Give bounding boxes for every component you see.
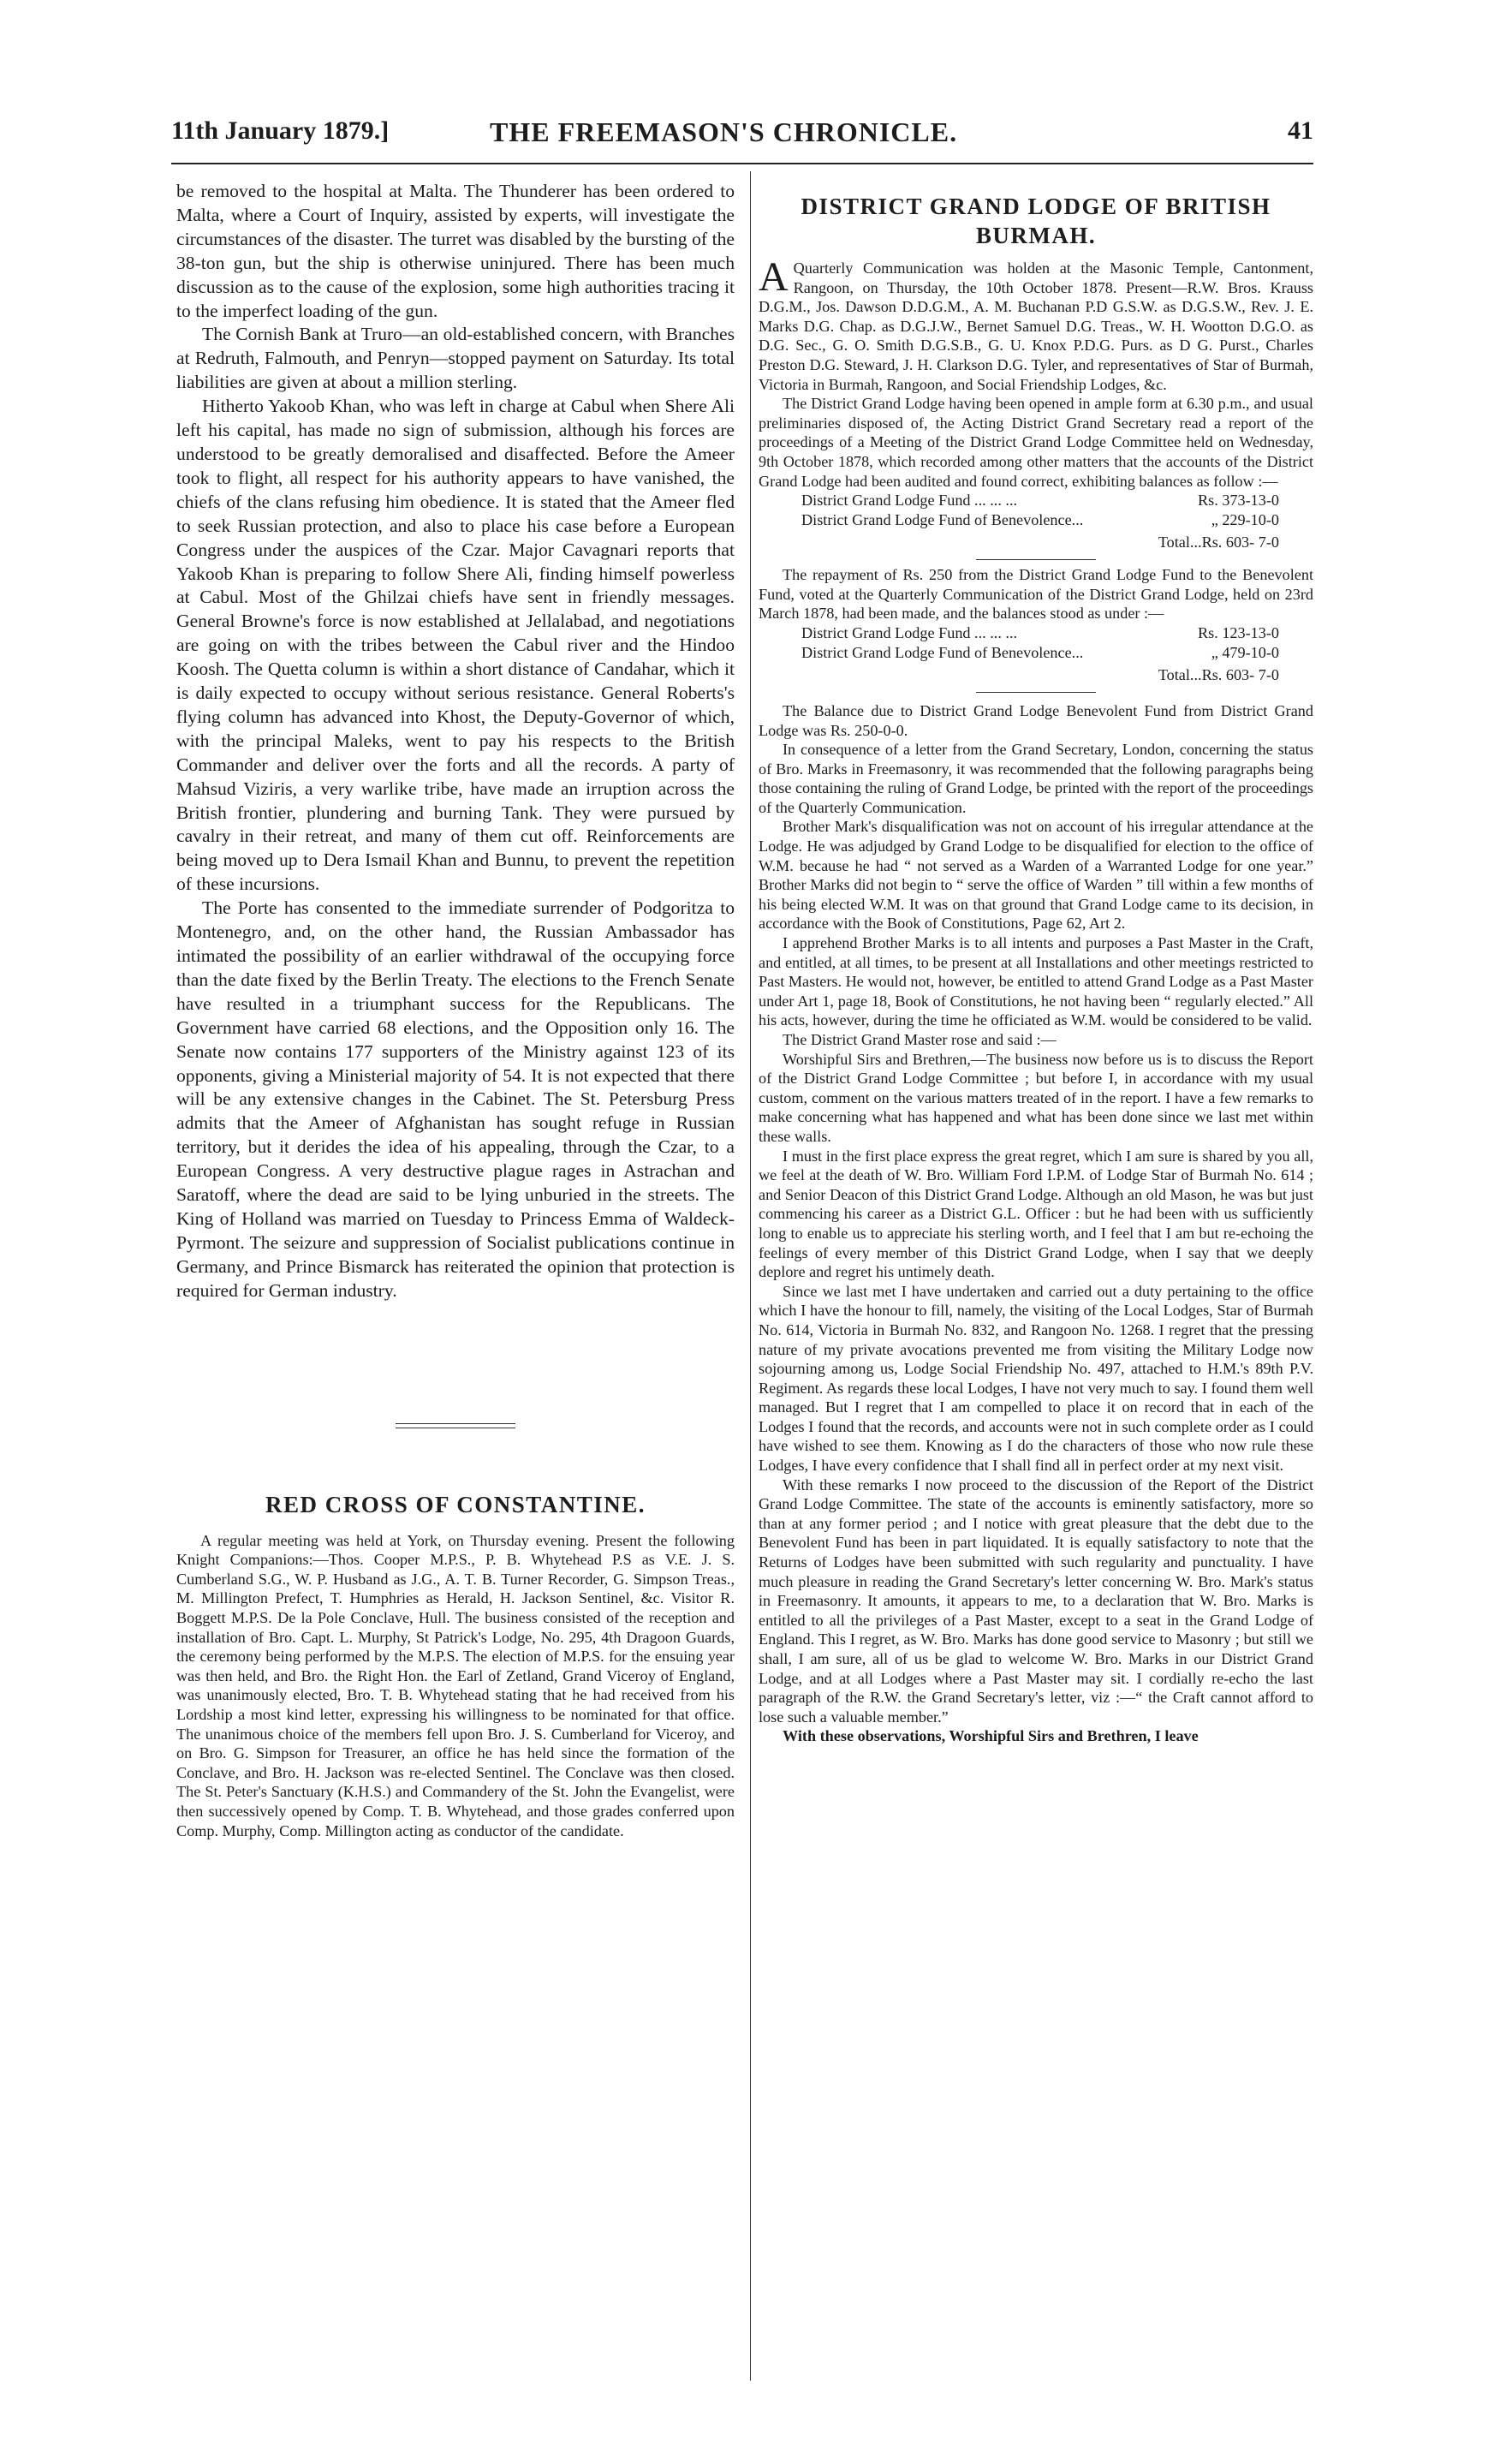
page-number: 41 — [1288, 116, 1313, 145]
report-paragraph: I apprehend Brother Marks is to all intents and purposes a Past Master in the Craft, and entitled, at all times, to be present at all Installations and other meetings restricted to Past Masters. He would not, however, be entitled to attend Grand Lodge as a Past Master under Art 1, page 18, Book of Constitutions, he not having been “ regularly elected.” All his acts, however, during the time he officiated as W.M. would be considered to be valid. — [759, 934, 1313, 1029]
report-paragraph: Brother Mark's disqualification was not on account of his irregular attendance at the Lodge. He was adjudged by Grand Lodge to be disqualified for election to the office of W.M. because he had “ not served as a Warden of a Warranted Lodge for one year.” Brother Marks did not begin to “ serve the office of Warden ” till within a few months of his being elected W.M. It was on that ground that Grand Lodge came to its decision, in accordance with the Book of Constitutions, Page 62, Art 2. — [759, 818, 1313, 933]
fund-amount: „ 229-10-0 — [1211, 511, 1279, 529]
intro-paragraph — [759, 254, 1313, 394]
section-title-line2: BURMAH. — [975, 223, 1097, 248]
section-title — [759, 192, 1313, 250]
report-paragraph: In consequence of a letter from the Grand Secretary, London, concerning the status of Bro. Marks in Freemasonry, it was recommended that the following paragraphs being those containing the ruling of Grand Lodge, be printed with the report of the proceedings of the Quarterly Communication. — [759, 741, 1314, 816]
total-line: Total...Rs. 603- 7-0 — [1158, 665, 1279, 683]
fund-label: District Grand Lodge Fund of Benevolence... — [801, 643, 1084, 661]
article-paragraph: The Cornish Bank at Truro—an old-established concern, with Branches at Redruth, Falmouth, and Penryn—stopped payment on Saturday. Its total liabilities are given at about a million sterling. — [176, 324, 735, 393]
header-rule — [171, 163, 1313, 164]
article-paragraph: Hitherto Yakoob Khan, who was left in charge at Cabul when Shere Ali left his capital, has made no sign of submission, although his forces are understood to be greatly demoralised and disaffected. Before the Ameer took to flight, all respect for his authority appears to have vanished, the chiefs of the clans refusing him obedience. It is stated that the Ameer fled to seek Russian protection, and also to place his case before a European Congress under the auspices of the Czar. Major Cavagnari reports that Yakoob Khan is preparing to follow Shere Ali, finding himself powerless at Cabul. Most of the Ghilzai chiefs have sent in friendly messages. General Browne's force is now established at Jellalabad, and negotiations are going on with the tribes between the Cabul river and the Hindoo Koosh. The Quetta column is within a short distance of Candahar, which it is daily expected to occupy without serious resistance. General Roberts's flying column has advanced into Khost, the Deputy-Governor of which, with the principal Maleks, went to pay his respects to the British Commander and deliver over the forts and all the records. A party of Mahsud Viziris, a very warlike tribe, have made an irruption across the British frontier, plundering and burning Tank. They were pursued by cavalry in their retreat, and many of them cut off. Reinforcements are being moved up to Dera Ismail Khan and Bunnu, to prevent the repetition of these incursions. — [176, 396, 735, 895]
red-cross-title: RED CROSS OF CONSTANTINE. — [265, 1491, 646, 1517]
closing-line: With these observations, Worshipful Sirs and Brethren, I leave — [783, 1727, 1199, 1745]
table-row — [759, 623, 1313, 643]
report-paragraph: The Balance due to District Grand Lodge Benevolent Fund from District Grand Lodge was Rs. 250-0-0. — [759, 701, 1313, 739]
column-divider — [750, 171, 751, 2381]
table-row — [759, 643, 1313, 663]
fund-amount: „ 479-10-0 — [1211, 643, 1279, 661]
fund-label: District Grand Lodge Fund ... ... ... — [801, 492, 1018, 510]
report-paragraph: The repayment of Rs. 250 from the District Grand Lodge Fund to the Benevolent Fund, voted at the Quarterly Communication of the District Grand Lodge, held on 23rd March 1878, had been made, and the balances stood as under :— — [759, 566, 1313, 623]
fund-label: District Grand Lodge Fund of Benevolence... — [801, 511, 1084, 529]
total-line: Total...Rs. 603- 7-0 — [1158, 534, 1279, 551]
report-paragraph: With these remarks I now proceed to the discussion of the Report of the District Grand Lodge Committee. The state of the accounts is eminently satisfactory, more so than at any former period ; and I notice with great pleasure that the debt due to the Benevolent Fund has been in part liquidated. It is equally satisfactory to note that the Returns of Lodges have been submitted with such regularity and punctuality. I have much pleasure in reading the Grand Secretary's letter concerning W. Bro. Mark's status in Freemasonry. It amounts, it appears to me, to a declaration that W. Bro. Marks is entitled to all the privileges of a Past Master, except to a seat in the Grand Lodge of England. This I regret, as W. Bro. Marks has done good service to Masonry ; but still we shall, I am sure, all of us be glad to welcome W. Bro. Marks in our District Grand Lodge, and at all Lodges where a Past Master may sit. I cordially re-echo the last paragraph of the R.W. the Grand Secretary's letter, viz :—“ the Craft cannot afford to lose such a valuable member.” — [759, 1475, 1313, 1726]
red-cross-body: A regular meeting was held at York, on Thursday evening. Present the following Knight Companions:—Thos. Cooper M.P.S., P. B. Whytehead P.S as V.E. J. S. Cumberland S.G., W. P. Husband as J.G., A. T. B. Turner Recorder, G. Simpson Treas., M. Millington Prefect, T. Humphries as Herald, H. Jackson Sentinel, &c. Visitor R. Boggett M.P.S. De la Pole Conclave, Hull. The business consisted of the reception and installation of Bro. Capt. L. Murphy, St Patrick's Lodge, No. 295, 4th Dragoon Guards, the ceremony being performed by the M.P.S. The election of M.P.S. for the ensuing year was then held, and Bro. the Right Hon. the Earl of Zetland, Grand Viceroy of England, was unanimously elected, Bro. T. B. Whytehead stating that he had received from his Lordship a most kind letter, expressing his willingness to be nominated for that office. The unanimous choice of the members fell upon Bro. J. S. Cumberland for Viceroy, and on Bro. G. Simpson for Treasurer, an office he has held since the formation of the Conclave, and Bro. H. Jackson was re-elected Sentinel. The Conclave was then closed. The St. Peter's Sanctuary (K.H.S.) and Commandery of the St. John the Evangelist, were then successively opened by Comp. T. B. Whytehead, and those grades conferred upon Comp. Murphy, Comp. Millington acting as conductor of the candidate. — [176, 1531, 735, 1839]
right-column — [759, 180, 1313, 1746]
table-row — [759, 491, 1313, 510]
balance-table-2 — [759, 623, 1313, 663]
table-row — [759, 510, 1313, 530]
drop-cap: A — [759, 254, 789, 300]
header-title: THE FREEMASON'S CHRONICLE. — [490, 116, 958, 147]
balance-table-1 — [759, 491, 1313, 530]
article-paragraph: The Porte has consented to the immediate surrender of Podgoritza to Montenegro, and, on the other hand, the Russian Ambassador has intimated the possibility of an earlier withdrawal of the occupying force than the date fixed by the Berlin Treaty. The elections to the French Senate have resulted in a triumphant success for the Republicans. The Government have carried 68 elections, and the Opposition only 16. The Senate now contains 177 supporters of the Ministry against 123 of its opponents, giving a Ministerial majority of 54. It is not expected that there will be any extensive changes in the Cabinet. The St. Petersburg Press admits that the Ameer of Afghanistan has sought refuge in Russian territory, but it derides the idea of his appealing, through the Czar, to a European Congress. A very destructive plague rages in Astrachan and Saratoff, where the dead are said to be lying unburied in the streets. The King of Holland was married on Tuesday to Princess Emma of Waldeck-Pyrmont. The seizure and suppression of Socialist publications continue in Germany, and Prince Bismarck has reiterated the opinion that protection is required for German industry. — [176, 897, 735, 1301]
report-paragraph: I must in the first place express the great regret, which I am sure is shared by you all, we feel at the death of W. Bro. William Ford I.P.M. of Lodge Star of Burmah No. 614 ; and Senior Deacon of this District Grand Lodge. Although an old Mason, he was but just commencing his career as a District G.L. Officer : but he had been with us sufficiently long to enable us to appreciate his sterling worth, and I feel that I am but re-echoing the feelings of every member of this District Grand Lodge, when I say that we deeply deplore and regret his untimely death. — [759, 1147, 1313, 1281]
report-paragraph: Since we last met I have undertaken and carried out a duty pertaining to the office which I have the honour to fill, namely, the visiting of the Local Lodges, Star of Burmah No. 614, Victoria in Burmah No. 832, and Rangoon No. 1268. I regret that the pressing nature of my private avocations prevented me from visiting the Military Lodge now sojourning among us, Lodge Social Friendship No. 497, attached to H.M.'s 89th P.V. Regiment. As regards these local Lodges, I have not very much to say. I found them well managed. But I regret that I am compelled to place it on record that in each of the Lodges I found that the records, and accounts were not in such complete order as I could have wished to see them. Knowing as I do the characters of those who now rule these Lodges, I have every confidence that I shall find all in perfect order at my next visit. — [759, 1282, 1313, 1475]
article-paragraph: be removed to the hospital at Malta. The Thunderer has been ordered to Malta, where a Court of Inquiry, assisted by experts, will investigate the circumstances of the disaster. The turret was disabled by the bursting of the 38-ton gun, but the ship is otherwise uninjured. There has been much discussion as to the cause of the explosion, some high authorities tracing it to the imperfect loading of the gun. — [176, 181, 735, 321]
header-date: 11th January 1879.] — [171, 116, 390, 145]
report-paragraph: Worshipful Sirs and Brethren,—The business now before us is to discuss the Report of the District Grand Lodge Committee ; but before I, in accordance with my usual custom, comment on the various matters treated of in the report. I have a few remarks to make concerning what has happened and what has been done since we last met within these walls. — [759, 1050, 1313, 1145]
intro-text: Quarterly Communication was holden at the Masonic Temple, Cantonment, Rangoon, on Thursday, the 10th October 1878. Present—R.W. Bros. Krauss D.G.M., Jos. Dawson D.D.G.M., A. M. Buchanan P.D G.S.W. as D.G.S.W., Rev. J. E. Marks D.G. Chap. as D.G.J.W., Bernet Samuel D.G. Treas., W. H. Wootton D.G.O. as D.G. Sec., G. O. Smith D.G.S.B., G. U. Knox P.D.G. Purs. as D G. Purst., Charles Preston D.G. Steward, J. H. Clarkson D.G. Tyler, and representatives of Star of Burmah, Victoria in Burmah, Rangoon, and Social Friendship Lodges, &c. — [759, 259, 1313, 393]
fund-label: District Grand Lodge Fund ... ... ... — [801, 623, 1018, 641]
left-column — [176, 180, 735, 1840]
report-paragraph: The District Grand Master rose and said :— — [783, 1031, 1057, 1048]
page-header — [171, 116, 1313, 158]
report-paragraph: The District Grand Lodge having been opened in ample form at 6.30 p.m., and usual preliminaries disposed of, the Acting District Grand Secretary read a report of the proceedings of a Meeting of the District Grand Lodge Committee held on Wednesday, 9th October 1878, which recorded among other matters that the accounts of the District Grand Lodge had been audited and found correct, exhibiting balances as follow :— — [759, 395, 1313, 490]
fund-amount: Rs. 123-13-0 — [1198, 623, 1279, 641]
section-title-line1: DISTRICT GRAND LODGE OF BRITISH — [801, 194, 1271, 219]
fund-amount: Rs. 373-13-0 — [1198, 492, 1279, 510]
